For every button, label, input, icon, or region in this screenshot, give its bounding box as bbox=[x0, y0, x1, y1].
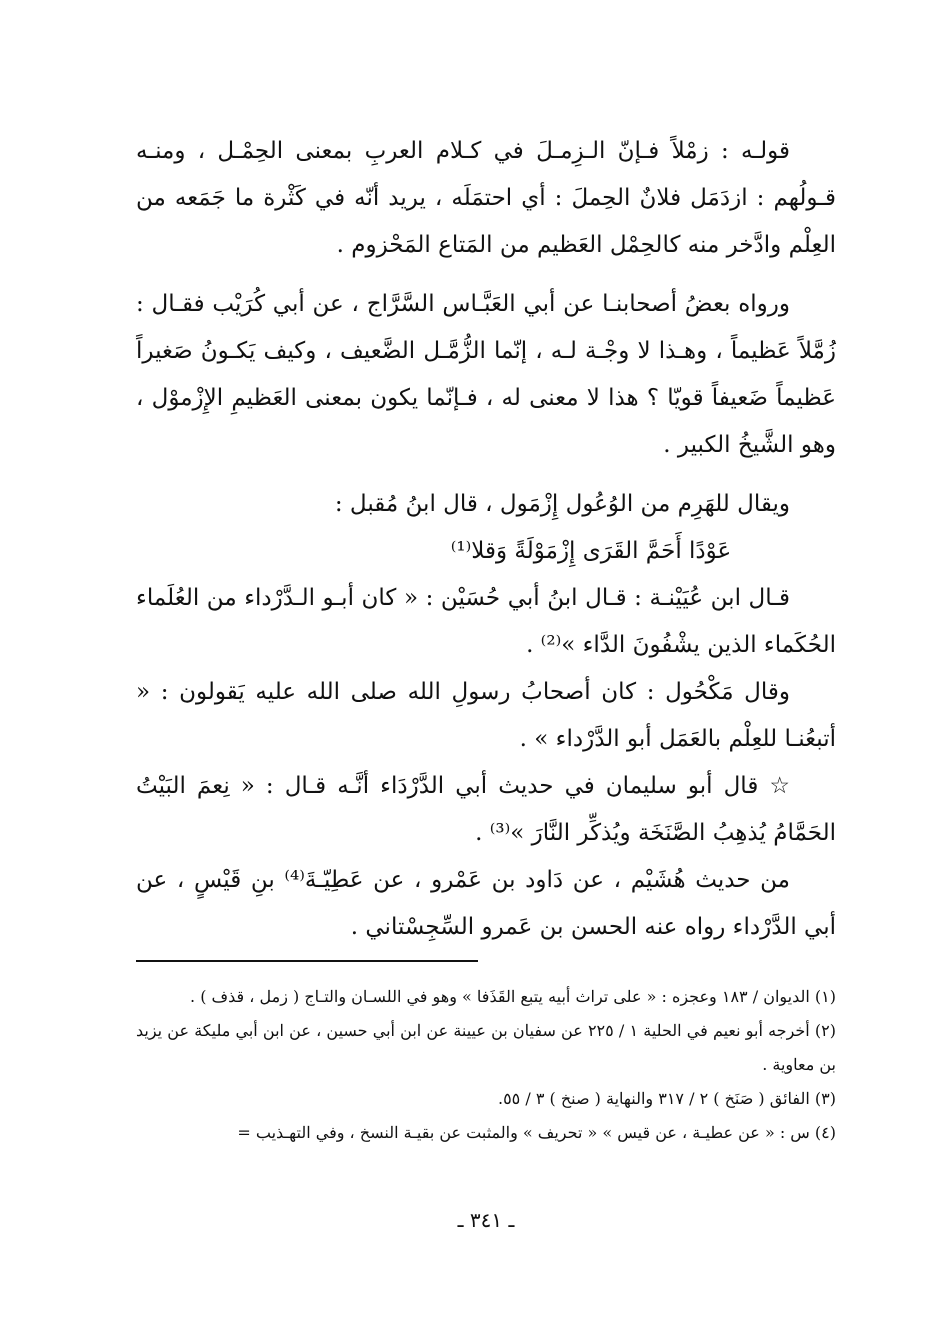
footnotes bbox=[136, 980, 836, 1150]
footnote-1: (١) الديوان / ١٨٣ وعجزه : « على تراث أبيه يتبع القَذَفا » وهو في اللسـان والتـاج ( زمل ، قذف ) . bbox=[190, 987, 836, 1006]
paragraph-4: قـال ابن عُيَيْنـة : قـال ابنُ أبي حُسَيْن : « كان أبـو الـدَّرْداء من العُلَماء الحُكَماء الذين يشْفُونَ الدَّاء »⁽²⁾ . bbox=[136, 585, 836, 658]
footnote-4: (٤) س : « عن عطيـة ، عن قيس » « تحريف » والمثبت عن بقيـة النسخ ، وفي التهـذيب = bbox=[237, 1123, 836, 1142]
page-number: ـ ٣٤١ ـ bbox=[457, 1208, 515, 1232]
paragraph-7: من حديث هُشَيْم ، عن دَاود بن عَمْرو ، عن عَطِيّـةَ⁽⁴⁾ بنِ قَيْسٍ ، عن أبي الدَّرْداء رواه عنه الحسن بن عَمرو السِّجِسْتاني . bbox=[136, 867, 836, 940]
paragraph-2: ورواه بعضُ أصحابنـا عن أبي العَبَّـاس السَّرَّاج ، عن أبي كُرَيْب فقـال : زُمَّلاً عَظيماً ، وهـذا لا وجْـة لـه ، إنّما الزُّمَّـل الضَّعيف ، وكيف يَكـونُ صَغيراً عَظيماً ضَعيفاً قويّا ؟ هذا لا معنى له ، فـإنّما يكون بمعنى العَظيمِ الإِزْموْل ، وهو الشَّيخُ الكبير . bbox=[136, 291, 836, 458]
paragraph-1: قولـه : زمْلاً فـإنّ الـزِمـلَ في كـلام العربِ بمعنى الحِمْـل ، ومنـه قـولُهم : ازدَمَل فلانٌ الحِملَ : أي احتمَلَه ، يريد أنّه في كَثْرة ما جَمَعه من العِلْم وادَّخر منه كالحِمْل العَظيم من المَتاع المَحْزوم . bbox=[136, 138, 836, 258]
footnote-divider bbox=[136, 960, 478, 962]
main-text bbox=[136, 128, 837, 1232]
footnote-2: (٢) أخرجه أبو نعيم في الحلية ١ / ٢٢٥ عن سفيان بن عيينة عن ابن أبي حسين ، عن ابن أبي مليكة عن يزيد بن معاوية . bbox=[136, 1021, 837, 1074]
paragraph-3: ويقال للهَرِم من الوُعُول إِزْمَول ، قال ابنُ مُقبل : bbox=[334, 491, 790, 517]
footnote-3: (٣) الفائق ( صَنَخ ) ٢ / ٣١٧ والنهاية ( صنخ ) ٣ / ٥٥. bbox=[497, 1089, 836, 1108]
paragraph-6: ☆ قال أبو سليمان في حديث أبي الدَّرْدَاء أنَّـه قـال : « نِعمَ البَيْتُ الحَمَّامُ يُذهِبُ الصَّنَخَة ويُذكِّر النَّارَ »⁽³⁾ . bbox=[136, 773, 836, 846]
paragraph-5: وقال مَكْحُول : كان أصحابُ رسولِ الله صلى الله عليه يَقولون : « أتبعُنـا للعِلْم بالعَمَل أبو الدَّرْداء » . bbox=[136, 679, 836, 752]
verse-line: عَوْدًا أَحَمَّ القَرَى إِزْمَوْلَةً وَقلا⁽¹⁾ bbox=[450, 538, 732, 564]
